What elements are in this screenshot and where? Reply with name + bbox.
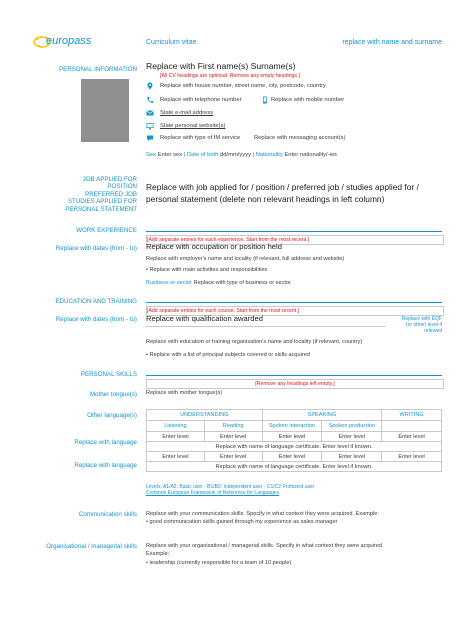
work-sector: [146, 279, 291, 287]
work-dates: Replace with dates (from - to): [55, 245, 137, 252]
level-cell: Enter level: [322, 432, 382, 442]
im-type: Replace with type of IM service: [160, 135, 241, 141]
eqf-divider: [146, 326, 386, 327]
level-cell: Enter level: [204, 432, 262, 442]
full-name: Replace with First name(s) Surname(s): [146, 61, 296, 71]
location-icon: [146, 82, 154, 90]
mother-tongue-label: Mother tongue(s): [89, 391, 137, 398]
level-cell: Enter level: [204, 452, 262, 462]
level-cell: Enter level: [322, 452, 382, 462]
col-speaking: SPEAKING: [262, 410, 382, 421]
work-title: Replace with occupation or position held: [146, 242, 282, 251]
languages-table: [146, 409, 442, 472]
organisational-example: • leadership (currently responsible for a team of 10 people): [146, 560, 292, 566]
level-cell: Enter level: [147, 452, 205, 462]
education-org: Replace with education or training organisation's name and locality (if relevant, country): [146, 339, 363, 345]
address: Replace with house number, street name, city, postcode, country: [160, 83, 326, 89]
phone-icon: [146, 96, 154, 104]
sub-interaction: Spoken interaction: [262, 421, 322, 432]
personal-note: [All CV headings are optional. Remove any empty headings.]: [160, 73, 300, 79]
education-subjects: • Replace with a list of principal subjects covered or skills acquired: [146, 352, 310, 358]
skills-divider: [146, 375, 442, 376]
sector-label: Business or sector: [146, 280, 193, 286]
sex-label: Sex: [146, 152, 156, 158]
language-2-label: Replace with language: [74, 462, 137, 469]
name-placeholder: replace with name and surname: [342, 39, 442, 46]
sub-listening: Listening: [147, 421, 205, 432]
logo-text: europass: [46, 35, 92, 47]
mobile: Replace with mobile number: [271, 97, 345, 103]
nationality-label: | Nationality: [252, 152, 283, 158]
email[interactable]: State e-mail address: [160, 110, 214, 116]
level-cell: Enter level: [382, 432, 442, 442]
organisational-skills-label: Organisational / managerial skills: [46, 543, 137, 550]
dob-label: | Date of birth: [183, 152, 219, 158]
education-label: EDUCATION AND TRAINING: [55, 298, 137, 305]
education-dates: Replace with dates (from - to): [55, 316, 137, 323]
website[interactable]: State personal website(s): [160, 123, 226, 129]
level-cell: Enter level: [262, 432, 322, 442]
col-understanding: UNDERSTANDING: [147, 410, 263, 421]
sex-value: Enter sex: [157, 152, 183, 158]
certificate-cell: Replace with name of language certificate. Enter level if known.: [147, 442, 442, 452]
job-applied-text: Replace with job applied for / position / preferred job / studies applied for / personal statement (delete non relevant headings in left column): [146, 182, 419, 204]
framework-link[interactable]: Common European Framework of Reference for Languages: [146, 490, 280, 496]
personal-skills-label: PERSONAL SKILLS: [80, 371, 137, 378]
level-cell: Enter level: [147, 432, 205, 442]
work-experience-label: WORK EXPERIENCE: [76, 227, 137, 234]
level-cell: Enter level: [382, 452, 442, 462]
im-icon: [146, 134, 154, 142]
col-writing: WRITING: [382, 410, 442, 421]
sector-value: Replace with type of business or sector: [193, 280, 291, 286]
email-icon: [146, 109, 154, 117]
im-account: Replace with messaging account(s): [254, 135, 346, 141]
website-icon: [146, 122, 154, 130]
mother-tongue-value: Replace with mother tongue(s): [146, 390, 223, 396]
work-activities: • Replace with main activities and responsibilities: [146, 267, 268, 273]
sub-reading: Reading: [204, 421, 262, 432]
level-cell: Enter level: [262, 452, 322, 462]
europass-logo: [33, 34, 103, 52]
other-languages-label: Other language(s): [87, 412, 137, 419]
sub-production: Spoken production: [322, 421, 382, 432]
language-1-label: Replace with language: [74, 439, 137, 446]
work-employer: Replace with employer's name and locality (if relevant, full address and website): [146, 256, 345, 262]
education-title: Replace with qualification awarded: [146, 314, 263, 323]
personal-details: [146, 151, 337, 159]
mobile-icon: [261, 96, 269, 104]
work-note: [Add separate entries for each experience. Start from the most recent.]: [146, 235, 444, 245]
skills-note: [Remove any headings left empty.]: [146, 379, 444, 389]
job-applied-label: JOB APPLIED FOR POSITION PREFERRED JOB STUDIES APPLIED FOR PERSONAL STATEMENT: [65, 176, 137, 213]
eqf-level: Replace with EQF (or other) level if relevant: [401, 316, 442, 334]
education-note: [Add separate entries for each course. Start from the most recent.]: [146, 306, 444, 316]
organisational-skills-text: Replace with your organisational / managerial skills. Specify in what context they were acquired.: [146, 543, 384, 549]
education-divider: [146, 302, 442, 303]
personal-info-label: PERSONAL INFORMATION: [58, 66, 137, 73]
nationality-value: Enter nationality/-ies: [284, 152, 337, 158]
doc-title: Curriculum vitae: [146, 39, 197, 46]
certificate-cell: Replace with name of language certificate. Enter level if known.: [147, 462, 442, 472]
telephone: Replace with telephone number: [160, 97, 242, 103]
communication-skills-example: • good communication skills gained through my experience as sales manager: [146, 519, 338, 525]
levels-note: Levels: A1/A2: Basic user - B1/B2: Independent user - C1/C2 Proficient user: [146, 484, 315, 490]
communication-skills-label: Communication skills: [78, 511, 137, 518]
photo-placeholder: [81, 79, 129, 142]
organisational-example-label: Example:: [146, 551, 170, 557]
work-divider: [146, 231, 442, 232]
communication-skills-text: Replace with your communication skills. Specify in what context they were acquired. Example:: [146, 511, 379, 517]
dob-value: dd/mm/yyyy: [220, 152, 251, 158]
